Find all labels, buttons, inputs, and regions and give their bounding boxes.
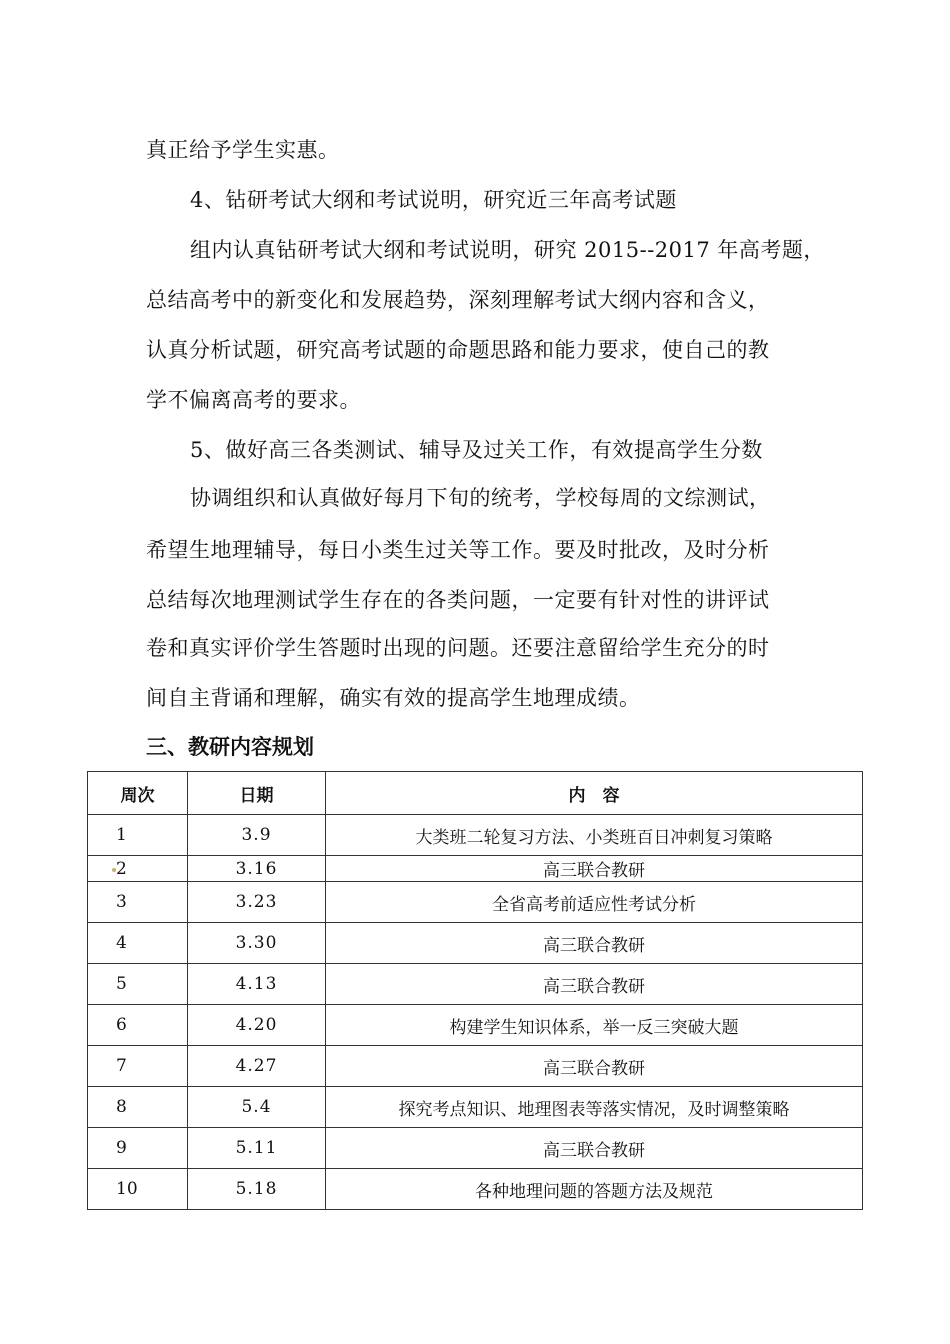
cell-week: 2 bbox=[88, 856, 188, 882]
paragraph-line: 总结高考中的新变化和发展趋势，深刻理解考试大纲内容和含义， bbox=[146, 288, 770, 312]
table-row bbox=[88, 1087, 863, 1128]
cell-week: 4 bbox=[88, 923, 188, 964]
cell-date: 5.18 bbox=[188, 1169, 326, 1210]
table-row bbox=[88, 815, 863, 856]
cell-content: 大类班二轮复习方法、小类班百日冲刺复习策略 bbox=[326, 815, 863, 856]
table-row bbox=[88, 1128, 863, 1169]
cell-date: 4.27 bbox=[188, 1046, 326, 1087]
cell-date: 4.13 bbox=[188, 964, 326, 1005]
cell-week: 9 bbox=[88, 1128, 188, 1169]
cell-date: 3.23 bbox=[188, 882, 326, 923]
cell-date: 4.20 bbox=[188, 1005, 326, 1046]
table-row bbox=[88, 1046, 863, 1087]
paragraph-line: 间自主背诵和理解，确实有效的提高学生地理成绩。 bbox=[146, 686, 641, 710]
schedule-table bbox=[87, 771, 863, 1210]
cell-content: 各种地理问题的答题方法及规范 bbox=[326, 1169, 863, 1210]
subheading-5: 5、做好高三各类测试、辅导及过关工作，有效提高学生分数 bbox=[190, 438, 763, 462]
cell-content: 高三联合教研 bbox=[326, 1046, 863, 1087]
paragraph-line: 希望生地理辅导，每日小类生过关等工作。要及时批改，及时分析 bbox=[146, 538, 770, 562]
cell-date: 3.16 bbox=[188, 856, 326, 882]
table-row bbox=[88, 964, 863, 1005]
paragraph-line: 真正给予学生实惠。 bbox=[146, 138, 340, 162]
table-row bbox=[88, 882, 863, 923]
cell-date: 3.30 bbox=[188, 923, 326, 964]
anchor-mark bbox=[112, 868, 116, 872]
paragraph-line: 组内认真钻研考试大纲和考试说明，研究 2015--2017 年高考题， bbox=[190, 238, 825, 262]
cell-content: 高三联合教研 bbox=[326, 1128, 863, 1169]
cell-content: 全省高考前适应性考试分析 bbox=[326, 882, 863, 923]
cell-week: 5 bbox=[88, 964, 188, 1005]
cell-week: 6 bbox=[88, 1005, 188, 1046]
cell-content: 高三联合教研 bbox=[326, 923, 863, 964]
paragraph-line: 卷和真实评价学生答题时出现的问题。还要注意留给学生充分的时 bbox=[146, 636, 770, 660]
cell-content: 构建学生知识体系，举一反三突破大题 bbox=[326, 1005, 863, 1046]
header-content: 内 容 bbox=[326, 772, 863, 815]
cell-week: 3 bbox=[88, 882, 188, 923]
cell-date: 5.4 bbox=[188, 1087, 326, 1128]
cell-week: 1 bbox=[88, 815, 188, 856]
table-header-row bbox=[88, 772, 863, 815]
cell-date: 3.9 bbox=[188, 815, 326, 856]
paragraph-line: 协调组织和认真做好每月下旬的统考，学校每周的文综测试， bbox=[190, 486, 771, 510]
cell-week: 7 bbox=[88, 1046, 188, 1087]
table-row bbox=[88, 1005, 863, 1046]
paragraph-line: 学不偏离高考的要求。 bbox=[146, 388, 361, 412]
table-row bbox=[88, 1169, 863, 1210]
cell-content: 探究考点知识、地理图表等落实情况，及时调整策略 bbox=[326, 1087, 863, 1128]
table-row bbox=[88, 856, 863, 882]
cell-content: 高三联合教研 bbox=[326, 964, 863, 1005]
paragraph-line: 总结每次地理测试学生存在的各类问题，一定要有针对性的讲评试 bbox=[146, 588, 770, 612]
header-week: 周次 bbox=[88, 772, 188, 815]
cell-week: 10 bbox=[88, 1169, 188, 1210]
header-date: 日期 bbox=[188, 772, 326, 815]
subheading-4: 4、钻研考试大纲和考试说明，研究近三年高考试题 bbox=[190, 188, 677, 212]
table-row bbox=[88, 923, 863, 964]
cell-week: 8 bbox=[88, 1087, 188, 1128]
cell-date: 5.11 bbox=[188, 1128, 326, 1169]
paragraph-line: 认真分析试题，研究高考试题的命题思路和能力要求，使自己的教 bbox=[146, 338, 770, 362]
section-heading: 三、教研内容规划 bbox=[146, 735, 314, 759]
cell-content: 高三联合教研 bbox=[326, 856, 863, 882]
